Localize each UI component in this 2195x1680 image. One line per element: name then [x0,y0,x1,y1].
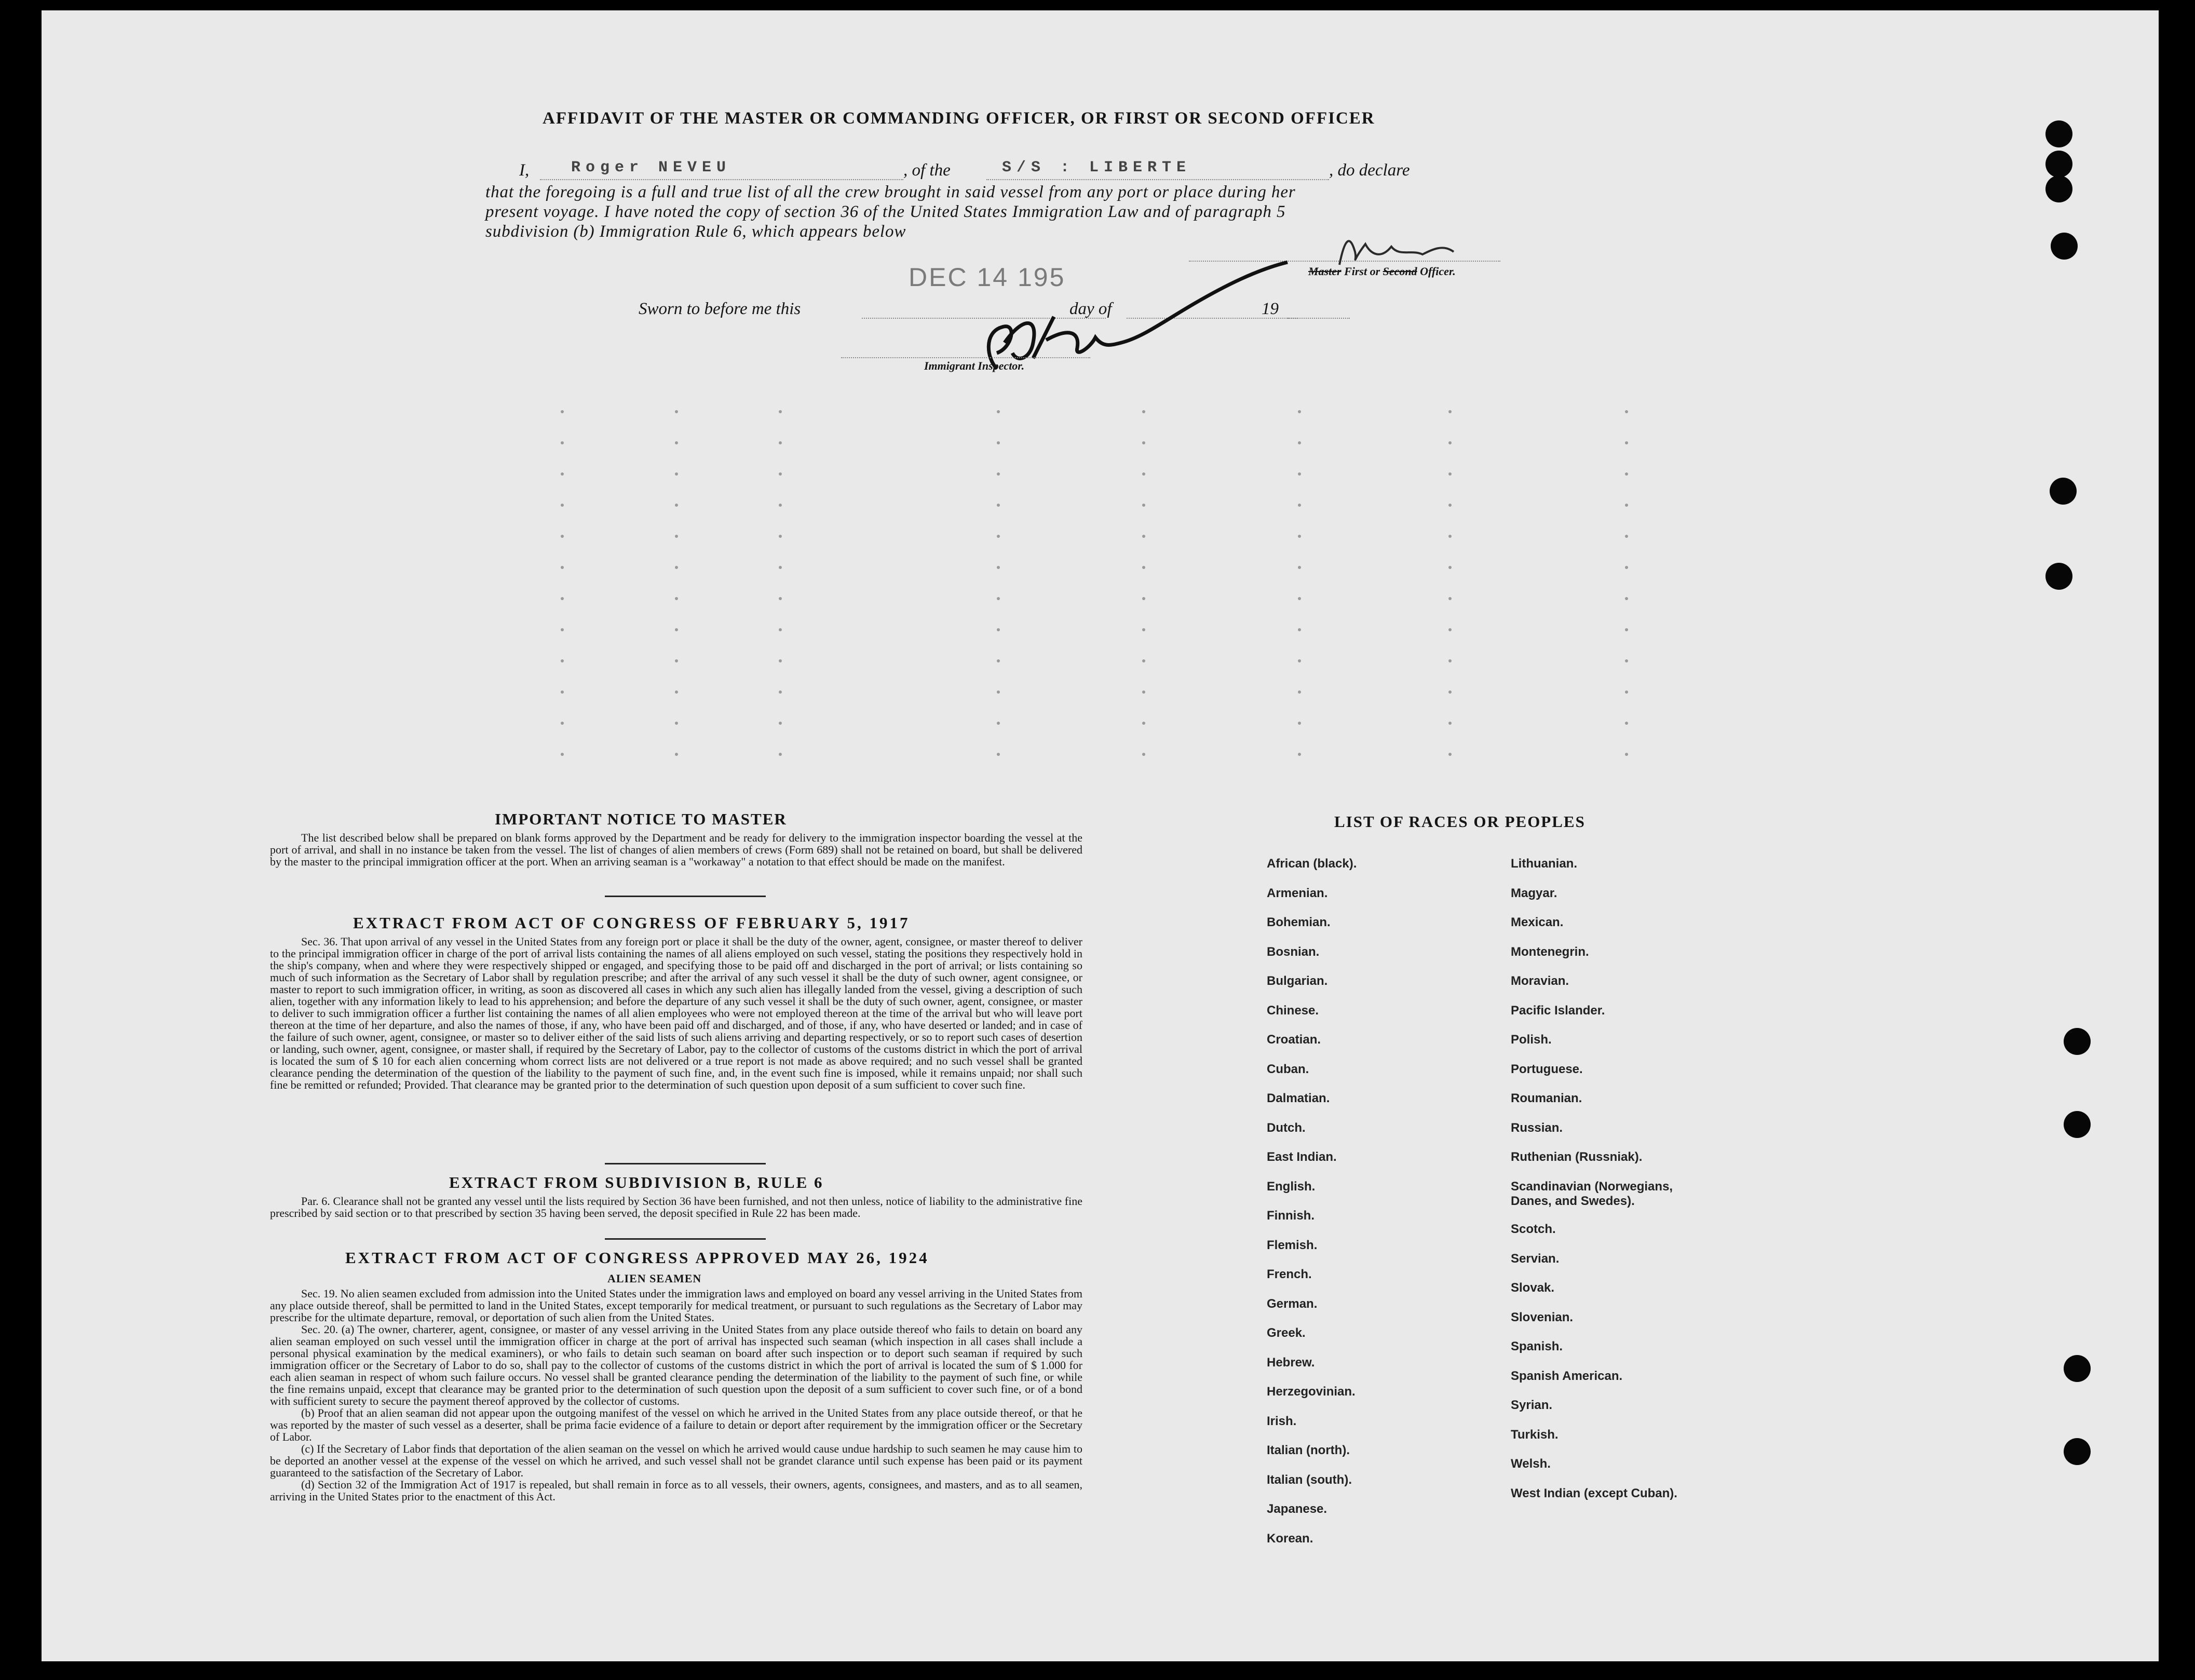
race-item: African (black). [1267,857,1357,871]
extract-1924-p5: (d) Section 32 of the Immigration Act of 1917 is repealed, but shall remain in force as to all vessels, their owners, agents, consignees, and masters, and as to all seamen, arriving in the United States prior to the enactment of this Act. [270,1478,1082,1503]
ghost-dot [561,722,564,725]
caption-second-struck: Second [1383,265,1417,278]
ghost-dot [1625,504,1628,507]
year-label: 19 [1262,300,1279,318]
binder-hole [2051,233,2078,260]
ghost-dot [997,597,1000,600]
ghost-dot [1142,535,1145,538]
ghost-dot [779,472,782,476]
affidavit-title: AFFIDAVIT OF THE MASTER OR COMMANDING OFFICER, OR FIRST OR SECOND OFFICER [543,109,1375,128]
ghost-dot [561,690,564,694]
ghost-dot [1625,597,1628,600]
extract-1924-p2: Sec. 20. (a) The owner, charterer, agent, consignee, or master of any vessel arriving in the United States from any place outside thereof who fails to detain on board any alien seaman employed on such vessel until the immigration officer in charge at the port of arrival has inspected such seaman (which inspection in all cases shall include a personal physical examination by the medical examiners), or who fails to detain such seaman on board after such inspection or to deport such seaman if required by such immigration officer or the Secretary of Labor to do so, shall pay to the collector of customs of the customs district in which the port of arrival is located the sum of $ 1.000 for each alien seaman in respect of whom such failure occurs. No vessel shall be granted clearance pending the determination of the liability to the payment of such fine, or while the fine remains unpaid, except that clearance may be granted prior to the determination of such question upon the deposit of a sum sufficient to cover such fine, or of a bond with sufficient surety to secure the payment thereof approved by the collector of customs. [270,1323,1082,1407]
ghost-dot [997,504,1000,507]
ghost-dot [675,597,678,600]
ghost-dot [1625,410,1628,413]
ghost-dot [1448,504,1452,507]
ghost-dot [1625,690,1628,694]
binder-hole [2064,1355,2091,1382]
extract-1924-title: EXTRACT FROM ACT OF CONGRESS APPROVED MAY 26, 1924 [345,1249,929,1267]
inspector-signature-line [841,357,1090,358]
ghost-dot [675,690,678,694]
caption-officer: Officer. [1420,265,1456,278]
ghost-dot [1448,753,1452,756]
caption-first-or: First or [1344,265,1380,278]
extract-1917-title: EXTRACT FROM ACT OF CONGRESS OF FEBRUARY 5, 1917 [353,914,910,932]
ghost-dot [561,753,564,756]
binder-hole [2045,563,2072,590]
extract-1924-subtitle: ALIEN SEAMEN [607,1272,702,1285]
day-of-label: day of [1069,300,1112,318]
ghost-dot [1448,690,1452,694]
ghost-dot [779,441,782,444]
ghost-dot [1142,410,1145,413]
divider-2 [605,1163,766,1164]
caption-master-struck: Master [1308,265,1342,278]
ghost-dot [1448,659,1452,662]
notice-title: IMPORTANT NOTICE TO MASTER [495,810,787,828]
race-item: Dalmatian. [1267,1091,1330,1105]
ghost-dot [1448,597,1452,600]
ghost-dot [997,722,1000,725]
race-item: Bosnian. [1267,944,1320,959]
document-sheet [42,10,2159,1661]
race-item: Korean. [1267,1531,1313,1546]
ghost-dot [1448,472,1452,476]
ghost-dot [997,628,1000,631]
officer-caption [1308,265,1456,278]
vessel-name: S/S : LIBERTE [1002,159,1191,177]
affidavit-i-label: I, [519,161,530,180]
ghost-dot [1298,566,1301,569]
ghost-dot [675,753,678,756]
ghost-dot [675,504,678,507]
race-item: Hebrew. [1267,1355,1315,1370]
race-item: Japanese. [1267,1502,1327,1516]
affidavit-of-the: , of the [903,161,951,180]
race-item: Italian (south). [1267,1472,1352,1487]
race-item: Spanish. [1511,1339,1563,1353]
ghost-dot [1448,535,1452,538]
ghost-dot [1298,472,1301,476]
divider-1 [605,896,766,897]
ghost-dot [561,659,564,662]
ghost-dot [1448,722,1452,725]
race-item: French. [1267,1267,1312,1281]
race-item: Italian (north). [1267,1443,1350,1457]
ghost-dot [779,659,782,662]
race-item: Magyar. [1511,886,1557,900]
race-item: East Indian. [1267,1150,1337,1164]
race-item: Herzegovinian. [1267,1385,1356,1399]
binder-hole [2045,120,2072,147]
rule6-title: EXTRACT FROM SUBDIVISION B, RULE 6 [449,1173,824,1191]
race-item: Russian. [1511,1120,1563,1135]
ghost-dot [1298,628,1301,631]
ghost-dot [1625,659,1628,662]
race-item: Armenian. [1267,886,1328,900]
divider-3 [605,1238,766,1240]
ghost-dot [1298,535,1301,538]
ghost-dot [1298,753,1301,756]
ghost-dot [779,410,782,413]
affidavit-line-4: subdivision (b) Immigration Rule 6, which appears below [485,222,906,241]
binder-hole [2064,1111,2091,1138]
ghost-dot [1298,659,1301,662]
ghost-dot [779,566,782,569]
ghost-dot [561,410,564,413]
inspector-caption: Immigrant Inspector. [924,359,1025,372]
race-item: Croatian. [1267,1033,1321,1047]
binder-hole [2050,478,2077,505]
race-item: Slovenian. [1511,1310,1574,1324]
ghost-dot [561,472,564,476]
race-item: Flemish. [1267,1238,1318,1252]
races-title: LIST OF RACES OR PEOPLES [1334,812,1586,831]
race-item: Bulgarian. [1267,974,1328,988]
ghost-dot [1142,659,1145,662]
officer-name-blank [540,179,903,180]
affidavit-line-2: that the foregoing is a full and true list of all the crew brought in said vessel from any port or place during her [485,183,1296,201]
extract-1924-p1: Sec. 19. No alien seamen excluded from admission into the United States under the immigration laws and employed on board any vessel arriving in the United States from any place outside thereof, shall be permitted to land in the United States, except temporarily for medical treatment, or pursuant to such regulations as the Secretary of Labor may prescribe for the ultimate departure, removal, or deportation of such alien from the United States. [270,1287,1082,1324]
binder-hole [2045,151,2072,178]
race-item: Polish. [1511,1033,1552,1047]
race-item: Servian. [1511,1251,1560,1266]
sworn-label: Sworn to before me this [639,300,801,318]
binder-hole [2064,1028,2091,1055]
ghost-dot [675,722,678,725]
ghost-dot [1448,628,1452,631]
ghost-dot [779,690,782,694]
ghost-dot [1625,472,1628,476]
ghost-dot [1448,441,1452,444]
ghost-dot [561,504,564,507]
ghost-dot [1625,722,1628,725]
ghost-dot [1142,472,1145,476]
ghost-dot [1448,566,1452,569]
race-item: Montenegrin. [1511,944,1589,959]
race-item: Slovak. [1511,1281,1555,1295]
race-item: West Indian (except Cuban). [1511,1486,1677,1500]
race-item: Welsh. [1511,1457,1551,1471]
ghost-dot [779,504,782,507]
race-item: Lithuanian. [1511,857,1577,871]
ghost-dot [779,628,782,631]
ghost-dot [675,628,678,631]
race-item: English. [1267,1179,1316,1194]
race-item: Pacific Islander. [1511,1003,1605,1018]
race-item: Spanish American. [1511,1369,1623,1383]
ghost-dot [561,628,564,631]
ghost-dot [1142,566,1145,569]
race-item: Scandinavian (Norwegians, Danes, and Swedes). [1511,1179,1673,1208]
ghost-dot [1625,535,1628,538]
notice-body: The list described below shall be prepared on blank forms approved by the Department and be ready for delivery to the immigration inspector boarding the vessel at the port of arrival, and shall in no instance be taken from the vessel. The list of changes of alien members of crews (Form 689) shall not be retained on board, but shall be delivered by the master to the principal immigration officer at the port. When an arriving seaman is a "workaway" a notation to that effect should be made on the manifest. [270,831,1082,868]
ghost-dot [779,597,782,600]
ghost-dot [1142,628,1145,631]
race-item: Finnish. [1267,1209,1315,1223]
ghost-dot [675,441,678,444]
ghost-dot [1142,597,1145,600]
race-item: Ruthenian (Russniak). [1511,1150,1643,1164]
ghost-dot [1142,753,1145,756]
ghost-dot [1298,690,1301,694]
race-item: Syrian. [1511,1398,1553,1412]
race-item: Roumanian. [1511,1091,1582,1105]
ghost-dot [561,597,564,600]
ghost-dot [1625,753,1628,756]
ghost-dot [1625,628,1628,631]
ghost-dot [997,659,1000,662]
ghost-dot [1625,566,1628,569]
ghost-dot [997,535,1000,538]
extract-1917-body: Sec. 36. That upon arrival of any vessel in the United States from any foreign port or place it shall be the duty of the owner, agent, consignee, or master thereof to deliver to the principal immigration officer in charge of the port of arrival lists containing the names of all aliens employed on such vessel, stating the positions they respectively hold in the ship's company, when and where they were respectively shipped or engaged, and specifying those to be paid off and discharged in the port of arrival; or lists containing so much of such information as the Secretary of Labor shall by regulation prescribe; and after the arrival of any such vessel it shall be the duty of such owner, agent consignee, or master to report to such immigration officer, in writing, as soon as discovered all cases in which any such alien has illegally landed from the vessel, giving a description of such alien, together with any information likely to lead to his apprehension; and before the departure of any such vessel it shall be the duty of such owner, agent, consignee, or master to deliver to such immigration officer a further list containing the names of all alien employees who were not employed thereon at the time of the arrival but who will leave port thereon at the time of her departure, and also the names of those, if any, who have been paid off and discharged, and of those, if any, who have deserted or landed; and in case of the failure of such owner, agent, consignee, or master so to deliver either of the said lists of such aliens arriving and departing respectively, or so to report such cases of desertion or landing, such owner, agent, consignee, or master shall, if required by the Secretary of Labor, pay to the collector of customs of the customs district in which the port of arrival is located the sum of $ 10 for each alien concerning whom correct lists are not delivered or a true report is not made as above required; and no such vessel shall be granted clearance pending the determination of the question of the liability to the payment of such fine, and, in the event such fine is imposed, while it remains unpaid; nor shall such fine be remitted or refunded; Provided. That clearance may be granted prior to the determination of such question upon deposit of a sum sufficient to cover such fine. [270,935,1082,1091]
race-item: Greek. [1267,1326,1306,1340]
race-item: Chinese. [1267,1003,1319,1018]
ghost-dot [1142,722,1145,725]
ghost-dot [675,472,678,476]
ghost-dot [779,535,782,538]
race-item: German. [1267,1296,1318,1311]
ghost-dot [1448,410,1452,413]
ghost-dot [997,441,1000,444]
race-item: Irish. [1267,1414,1297,1428]
ghost-dot [997,690,1000,694]
race-item: Cuban. [1267,1062,1309,1076]
ghost-dot [675,659,678,662]
ghost-dot [997,753,1000,756]
ghost-dot [1298,410,1301,413]
ghost-dot [1298,504,1301,507]
ghost-dot [561,441,564,444]
ghost-dot [779,753,782,756]
ghost-dot [997,566,1000,569]
ghost-dot [561,535,564,538]
ghost-dot [1625,441,1628,444]
rule6-body: Par. 6. Clearance shall not be granted any vessel until the lists required by Section 36 have been furnished, and not then unless, notice of liability to the administrative fine prescribed by said section or to that prescribed by section 35 having been served, the deposit specified in Rule 22 has been made. [270,1195,1082,1220]
vessel-name-blank [986,179,1329,180]
ghost-dot [675,566,678,569]
race-item: Scotch. [1511,1222,1556,1236]
binder-hole [2045,175,2072,202]
ghost-dot [779,722,782,725]
binder-hole [2064,1438,2091,1465]
ghost-dot [997,472,1000,476]
affidavit-line-3: present voyage. I have noted the copy of section 36 of the United States Immigration Law and of paragraph 5 [485,202,1286,221]
extract-1924-p4: (c) If the Secretary of Labor finds that deportation of the alien seaman on the vessel on which he arrived would cause undue hardship to such seamen he may cause him to be deported an another vessel at the expense of the vessel on which he arrived, and such vessel shall not be grandet clarance until such expense has been paid or its payment guaranteed to the satisfaction of the Secretary of Labor. [270,1442,1082,1479]
officer-name: Roger NEVEU [571,159,731,177]
ghost-dot [1142,690,1145,694]
ghost-dot [675,410,678,413]
race-item: Mexican. [1511,915,1564,929]
extract-1924-p3: (b) Proof that an alien seaman did not appear upon the outgoing manifest of the vessel on which he arrived in the United States from any place outside thereof, or that he was reported by the master of such vessel as a deserter, shall be prima facie evidence of a failure to detain or deport after requirement by the immigration officer or the Secretary of Labor. [270,1406,1082,1443]
race-item: Moravian. [1511,974,1569,988]
ghost-dot [675,535,678,538]
race-item: Portuguese. [1511,1062,1583,1076]
race-item: Turkish. [1511,1427,1559,1442]
ghost-dot [1298,722,1301,725]
ghost-dot [1142,441,1145,444]
ghost-dot [561,566,564,569]
ghost-dot [1142,504,1145,507]
extract-1924-body [270,1288,1082,1502]
affidavit-do-declare: , do declare [1329,161,1410,180]
race-item: Bohemian. [1267,915,1331,929]
date-stamp: DEC 14 195 [909,263,1066,292]
ghost-dot [997,410,1000,413]
ghost-dot [1298,441,1301,444]
ghost-dot [1298,597,1301,600]
race-item: Dutch. [1267,1120,1306,1135]
